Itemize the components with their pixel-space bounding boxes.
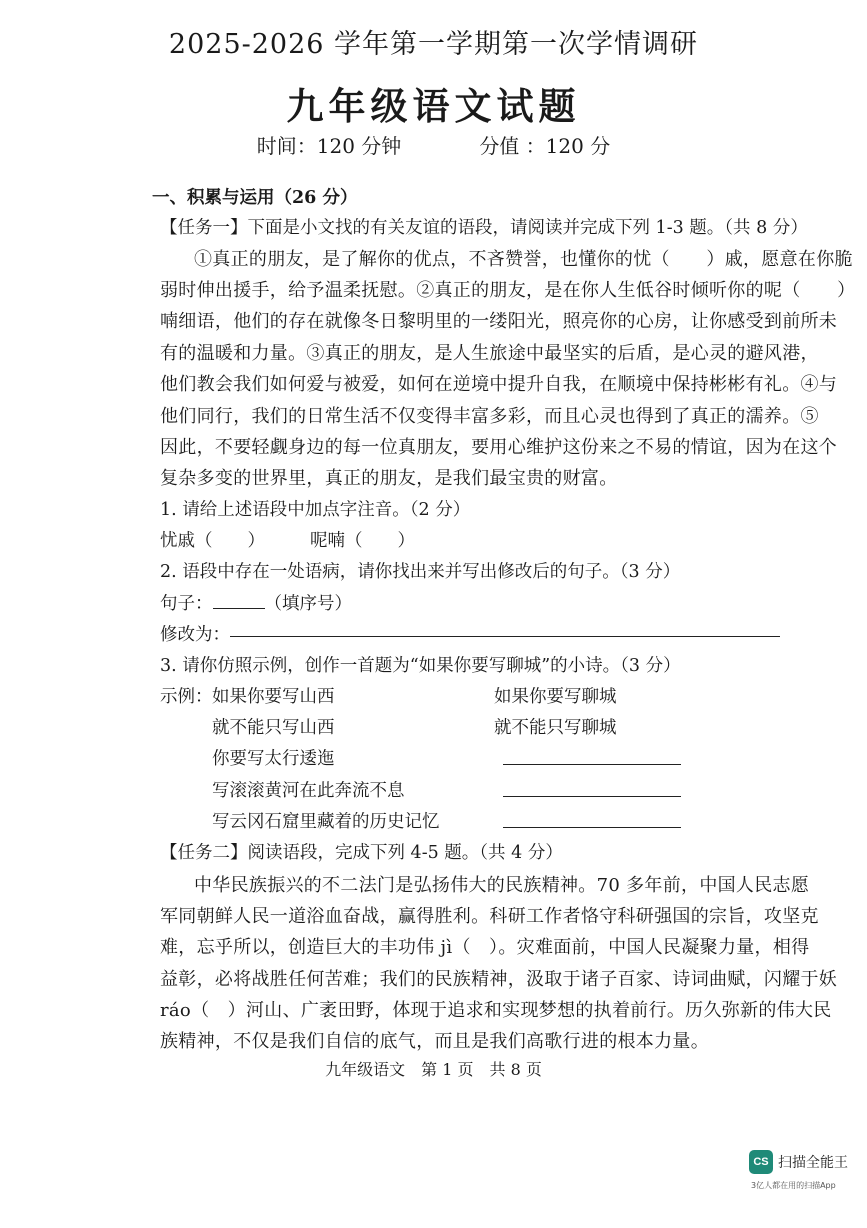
passage-line: ①真正的朋友，是了解你的优点，不吝赞誉，也懂你的忧（ ）戚，愿意在你脆	[194, 249, 853, 270]
exam-score: 分值 ：120 分	[479, 134, 611, 158]
sentence-row	[160, 590, 352, 615]
scanner-watermark	[749, 1150, 853, 1212]
poem-answer-blank[interactable]	[503, 827, 681, 828]
question-2-stem: 2. 语段中存在一处语病，请你找出来并写出修改后的句子。（3 分）	[160, 562, 681, 582]
poem-answer-blank[interactable]	[503, 796, 681, 797]
poem-answer-blank[interactable]	[503, 764, 681, 765]
answer-line: 就不能只写聊城	[494, 718, 617, 738]
sentence-number-blank[interactable]	[213, 590, 265, 609]
task-2-title: 【任务二】阅读语段，完成下列 4-5 题。（共 4 分）	[160, 843, 563, 863]
exam-title: 2025-2026 学年第一学期第一次学情调研	[168, 29, 699, 60]
example-line: 就不能只写山西	[212, 718, 335, 738]
passage-line: 他们教会我们如何爱与被爱，如何在逆境中提升自我，在顺境中保持彬彬有礼。④与	[160, 374, 838, 395]
example-label: 示例：	[160, 687, 213, 707]
scanner-logo-icon: CS	[749, 1150, 773, 1174]
passage-line: 有的温暖和力量。③真正的朋友，是人生旅途中最坚实的后盾，是心灵的避风港，	[160, 343, 819, 364]
example-line: 你要写太行逶迤	[212, 749, 335, 769]
example-line: 如果你要写山西	[212, 687, 335, 707]
revise-answer-line[interactable]	[230, 636, 780, 637]
passage-line: 中华民族振兴的不二法门是弘扬伟大的民族精神。70 多年前，中国人民志愿	[194, 875, 810, 896]
passage-line: 难，忘乎所以，创造巨大的丰功伟 jì（ ）。灾难面前，中国人民凝聚力量，相得	[160, 937, 810, 958]
question-1-item-2: 呢喃（ ）	[310, 531, 415, 551]
example-line: 写云冈石窟里藏着的历史记忆	[212, 812, 440, 832]
answer-line: 如果你要写聊城	[494, 687, 617, 707]
scanner-tagline: 3亿人都在用的扫描App	[751, 1181, 836, 1190]
passage-line: 族精神，不仅是我们自信的底气，而且是我们高歌行进的根本力量。	[160, 1031, 709, 1052]
question-3-stem: 3. 请你仿照示例，创作一首题为“如果你要写聊城”的小诗。（3 分）	[160, 656, 681, 676]
question-1-item-1: 忧戚（ ）	[160, 531, 265, 551]
passage-line: 弱时伸出援手，给予温柔抚慰。②真正的朋友，是在你人生低谷时倾听你的呢（ ）	[160, 280, 856, 301]
passage-line: 因此，不要轻觑身边的每一位真朋友，要用心维护这份来之不易的情谊，因为在这个	[160, 437, 838, 458]
passage-line: 益彰，必将战胜任何苦难；我们的民族精神，汲取于诸子百家、诗词曲赋，闪耀于妖	[160, 969, 838, 990]
exam-time: 时间：120 分钟	[256, 134, 402, 158]
passage-line: 他们同行，我们的日常生活不仅变得丰富多彩，而且心灵也得到了真正的濡养。⑤	[160, 406, 819, 427]
revise-label: 修改为：	[160, 625, 230, 645]
section-1-title: 一、积累与运用（26 分）	[152, 188, 358, 208]
sentence-hint: （填序号）	[264, 594, 352, 614]
sentence-label: 句子：	[160, 594, 213, 614]
example-line: 写滚滚黄河在此奔流不息	[212, 781, 405, 801]
page-footer: 九年级语文 第 1 页 共 8 页	[325, 1060, 542, 1079]
question-1-stem: 1. 请给上述语段中加点字注音。（2 分）	[160, 500, 471, 520]
exam-meta	[0, 130, 867, 159]
passage-line: 喃细语，他们的存在就像冬日黎明里的一缕阳光，照亮你的心房，让你感受到前所未	[160, 311, 838, 332]
passage-line: 复杂多变的世界里，真正的朋友，是我们最宝贵的财富。	[160, 468, 618, 489]
scanner-name: 扫描全能王	[778, 1155, 848, 1171]
passage-line: 军同朝鲜人民一道浴血奋战，赢得胜利。科研工作者恪守科研强国的宗旨，攻坚克	[160, 906, 819, 927]
subject-title: 九年级语文试题	[286, 84, 581, 128]
task-1-title: 【任务一】下面是小文找的有关友谊的语段，请阅读并完成下列 1-3 题。（共 8 分）	[160, 218, 808, 238]
passage-line: ráo（ ）河山、广袤田野，体现于追求和实现梦想的执着前行。历久弥新的伟大民	[160, 1000, 832, 1021]
